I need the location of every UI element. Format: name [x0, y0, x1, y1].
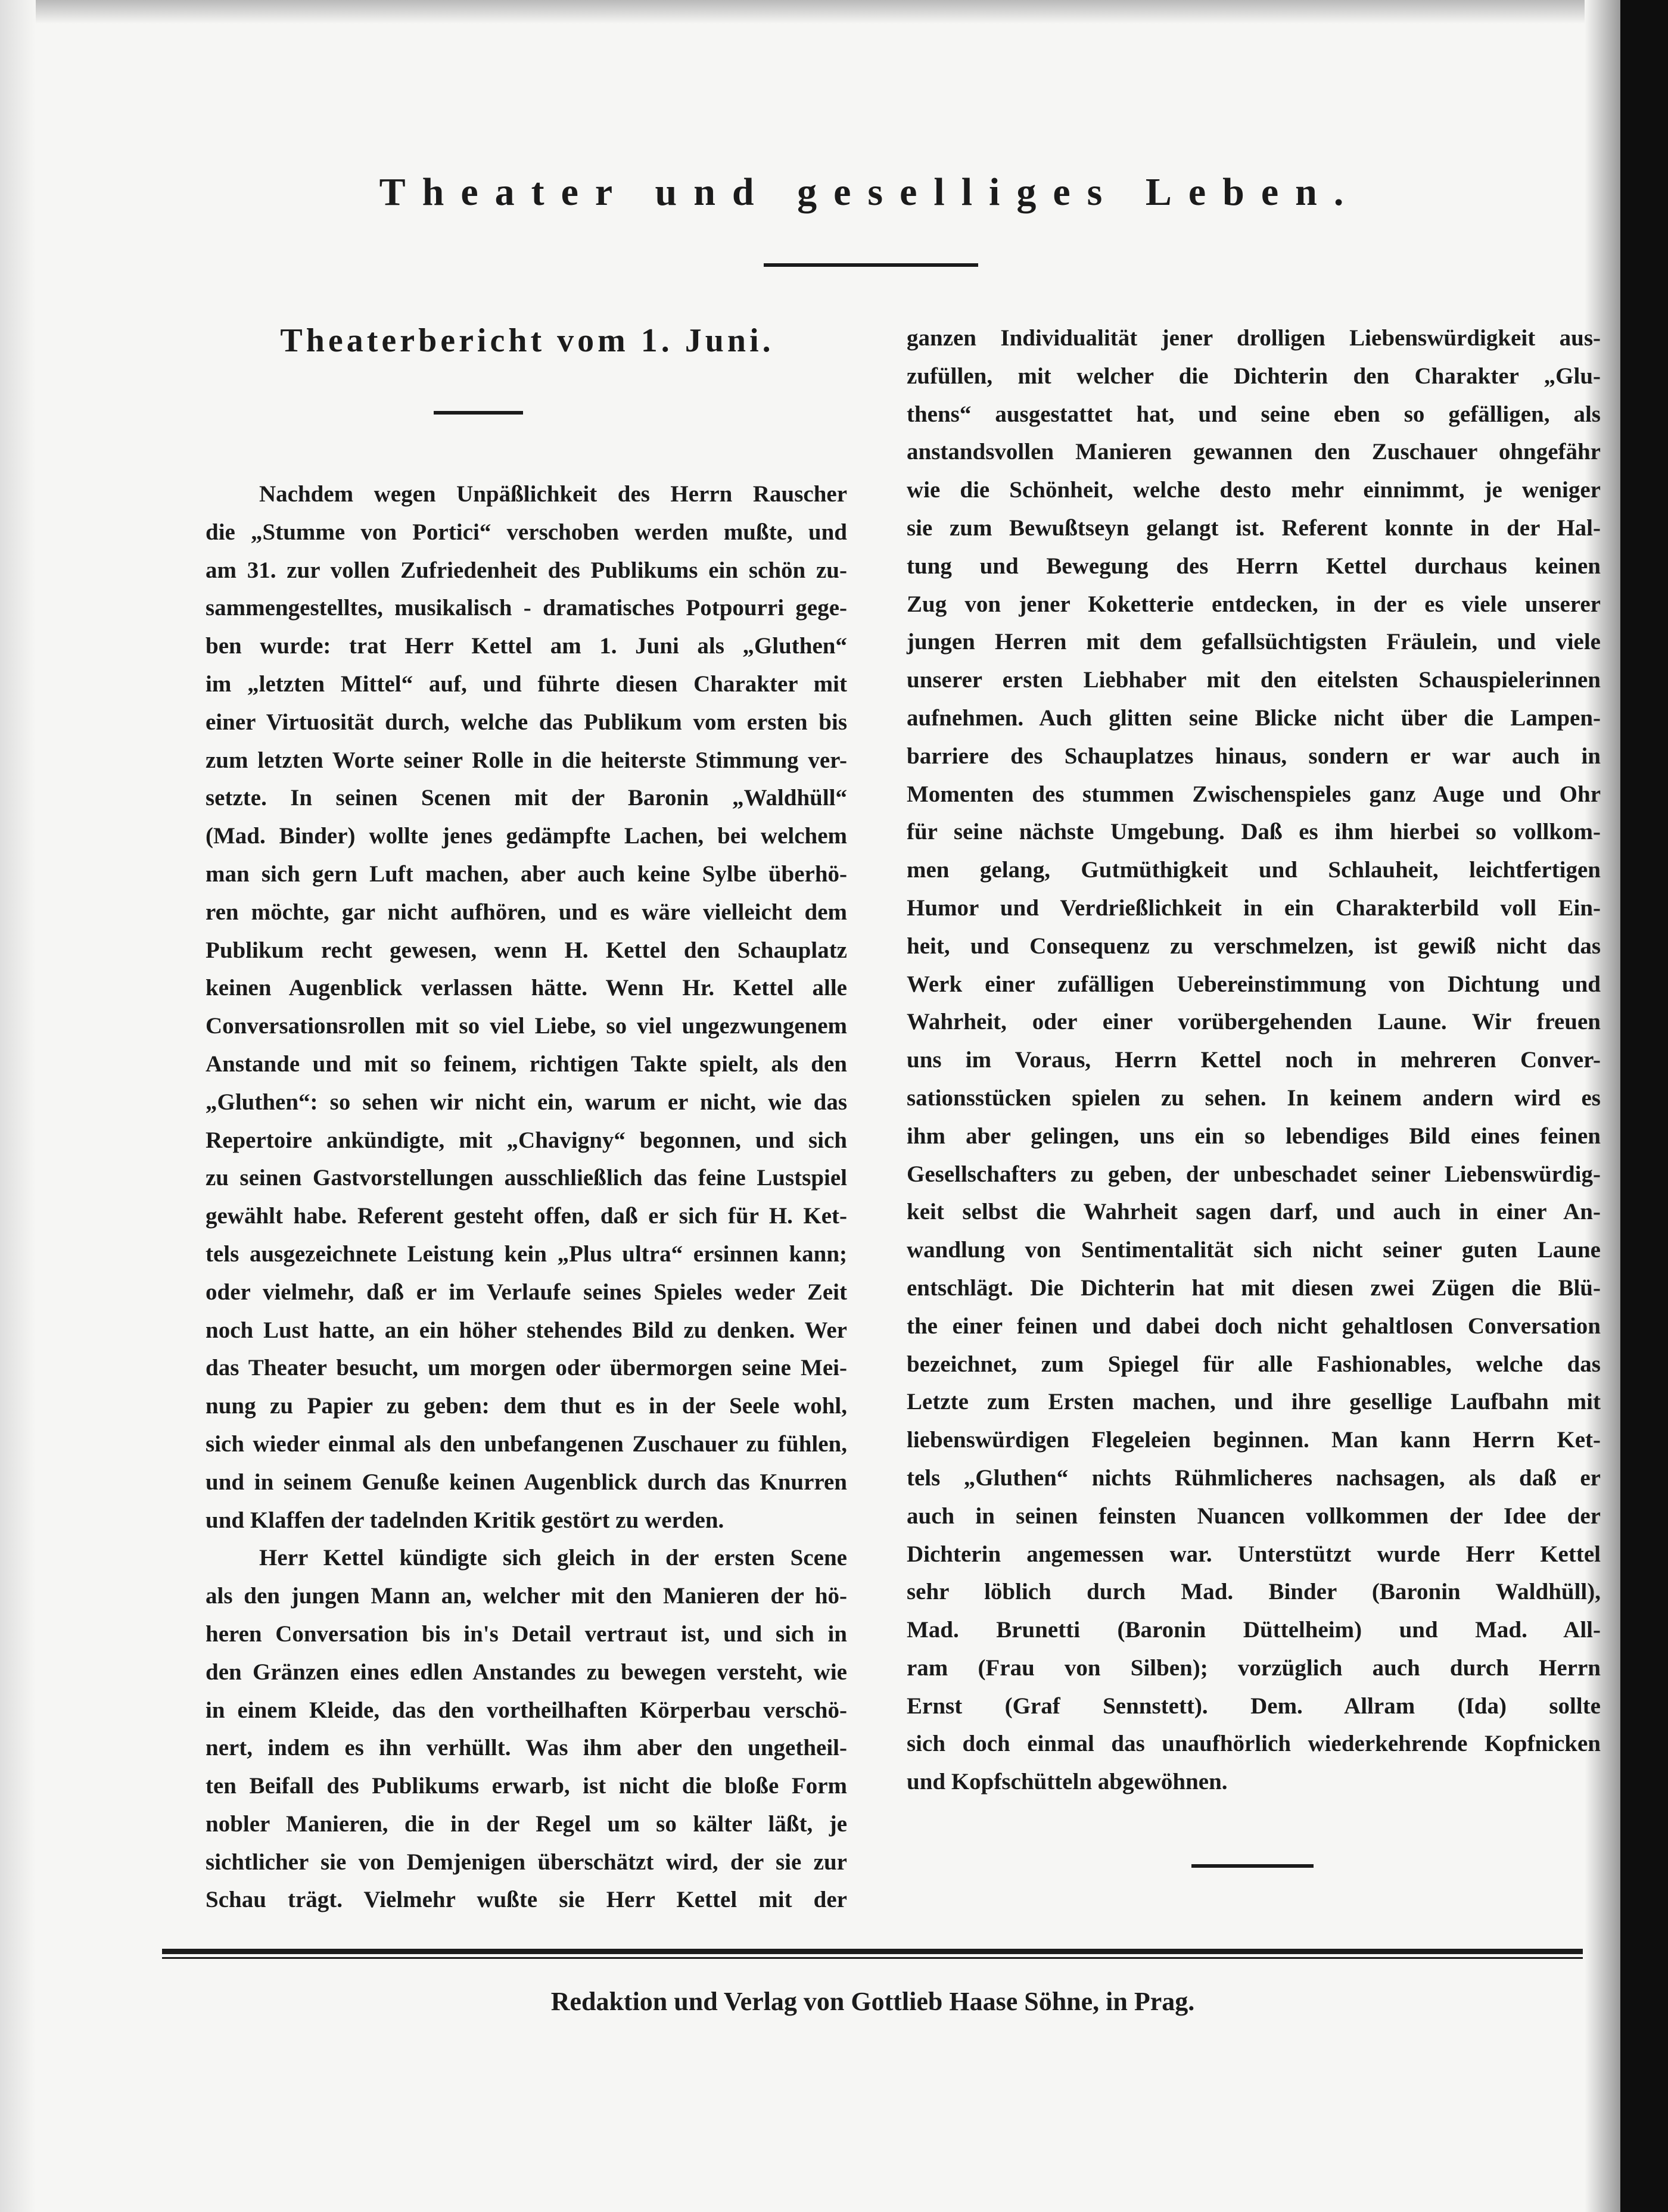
page-top-shadow — [0, 0, 1668, 24]
text-line: bezeichnet, zum Spiegel für alle Fashionables, welche das — [907, 1351, 1601, 1377]
section-title: Theater und geselliges Leben. — [379, 170, 1361, 214]
text-line: gewählt habe. Referent gesteht offen, daß er sich für H. Ket- — [206, 1203, 847, 1229]
text-line: ren möchte, gar nicht aufhören, und es wäre vielleicht dem — [206, 899, 847, 925]
text-line: the einer feinen und dabei doch nicht gehaltlosen Conversation — [907, 1313, 1601, 1339]
text-line: Schau trägt. Vielmehr wußte sie Herr Kettel mit der — [206, 1887, 847, 1913]
text-line: aufnehmen. Auch glitten seine Blicke nicht über die Lampen- — [907, 705, 1601, 731]
text-line: Gesellschafters zu geben, der unbeschadet seiner Liebenswürdig- — [907, 1161, 1601, 1187]
text-line: man sich gern Luft machen, aber auch keine Sylbe überhö- — [206, 861, 847, 887]
text-line: und Kopfschütteln abgewöhnen. — [907, 1769, 1228, 1795]
text-line: Conversationsrollen mit so viel Liebe, so viel ungezwungenem — [206, 1013, 847, 1039]
text-line: zu seinen Gastvorstellungen ausschließlich das feine Lustspiel — [206, 1165, 847, 1191]
text-line: sehr löblich durch Mad. Binder (Baronin Waldhüll), — [907, 1579, 1601, 1605]
text-line: sichtlicher sie von Demjenigen überschätzt wird, der sie zur — [206, 1849, 847, 1875]
text-line: Repertoire ankündigte, mit „Chavigny“ begonnen, und sich — [206, 1127, 847, 1153]
text-line: Wahrheit, oder einer vorübergehenden Laune. Wir freuen — [907, 1009, 1601, 1035]
article-title: Theaterbericht vom 1. Juni. — [280, 322, 774, 359]
text-line: liebenswürdigen Flegeleien beginnen. Man kann Herrn Ket- — [907, 1427, 1601, 1453]
text-line: einer Virtuosität durch, welche das Publikum vom ersten bis — [206, 709, 847, 735]
text-line: das Theater besucht, um morgen oder übermorgen seine Mei- — [206, 1355, 847, 1381]
text-line: Publikum recht gewesen, wenn H. Kettel den Schauplatz — [206, 937, 847, 963]
text-line: wandlung von Sentimentalität sich nicht seiner guten Laune — [907, 1237, 1601, 1263]
article-end-divider — [1191, 1864, 1314, 1868]
text-line: ten Beifall des Publikums erwarb, ist nicht die bloße Form — [206, 1773, 847, 1799]
text-line: die „Stumme von Portici“ verschoben werden mußte, und — [206, 519, 847, 545]
text-line: in einem Kleide, das den vortheilhaften Körperbau verschö- — [206, 1697, 847, 1723]
text-line: Anstande und mit so feinem, richtigen Takte spielt, als den — [206, 1051, 847, 1077]
footer-rule-thick — [162, 1949, 1583, 1954]
text-line: sationsstücken spielen zu sehen. In keinem andern wird es — [907, 1085, 1601, 1111]
text-line: sie zum Bewußtseyn gelangt ist. Referent konnte in der Hal- — [907, 515, 1601, 541]
text-line: den Gränzen eines edlen Anstandes zu bewegen versteht, wie — [206, 1659, 847, 1685]
text-line: anstandsvollen Manieren gewannen den Zuschauer ohngefähr — [907, 439, 1601, 465]
text-line: wie die Schönheit, welche desto mehr einnimmt, je weniger — [907, 477, 1601, 503]
text-line: zum letzten Worte seiner Rolle in die heiterste Stimmung ver- — [206, 747, 847, 773]
text-line: nobler Manieren, die in der Regel um so kälter läßt, je — [206, 1811, 847, 1837]
text-line: Ernst (Graf Sennstett). Dem. Allram (Ida) sollte — [907, 1693, 1601, 1719]
text-line: im „letzten Mittel“ auf, und führte diesen Charakter mit — [206, 671, 847, 697]
text-line: (Mad. Binder) wollte jenes gedämpfte Lachen, bei welchem — [206, 823, 847, 849]
text-line: nung zu Papier zu geben: dem thut es in der Seele wohl, — [206, 1393, 847, 1419]
text-line: tung und Bewegung des Herrn Kettel durchaus keinen — [907, 553, 1601, 579]
text-line: nert, indem es ihn verhüllt. Was ihm aber den ungetheil- — [206, 1735, 847, 1761]
text-line: Werk einer zufälligen Uebereinstimmung von Dichtung und — [907, 971, 1601, 997]
text-line: uns im Voraus, Herrn Kettel noch in mehreren Conver- — [907, 1047, 1601, 1073]
text-line: Momenten des stummen Zwischenspieles ganz Auge und Ohr — [907, 781, 1601, 807]
text-line: sammengestelltes, musikalisch - dramatisches Potpourri gege- — [206, 595, 847, 621]
text-line: tels „Gluthen“ nichts Rühmlicheres nachsagen, als daß er — [907, 1465, 1601, 1491]
text-line: Dichterin angemessen war. Unterstützt wurde Herr Kettel — [907, 1541, 1601, 1567]
text-line: keinen Augenblick verlassen hätte. Wenn Hr. Kettel alle — [206, 975, 847, 1001]
text-line: ganzen Individualität jener drolligen Liebenswürdigkeit aus- — [907, 325, 1601, 351]
text-line: setzte. In seinen Scenen mit der Baronin „Waldhüll“ — [206, 785, 847, 811]
text-line: Zug von jener Koketterie entdecken, in der es viele unserer — [907, 591, 1601, 617]
text-line: barriere des Schauplatzes hinaus, sondern er war auch in — [907, 743, 1601, 769]
text-line: ben wurde: trat Herr Kettel am 1. Juni als „Gluthen“ — [206, 633, 847, 659]
text-line: jungen Herren mit dem gefallsüchtigsten Fräulein, und viele — [907, 629, 1601, 655]
text-line: entschlägt. Die Dichterin hat mit diesen zwei Zügen die Blü- — [907, 1275, 1601, 1301]
text-line: auch in seinen feinsten Nuancen vollkommen der Idee der — [907, 1503, 1601, 1529]
text-line: für seine nächste Umgebung. Daß es ihm hierbei so vollkom- — [907, 819, 1601, 845]
text-line: sich wieder einmal als den unbefangenen Zuschauer zu fühlen, — [206, 1431, 847, 1457]
text-line: als den jungen Mann an, welcher mit den Manieren der hö- — [206, 1583, 847, 1609]
book-binding-edge — [1620, 0, 1668, 2212]
text-line: ihm aber gelingen, uns ein so lebendiges Bild eines feinen — [907, 1123, 1601, 1149]
left-column — [206, 475, 847, 1919]
text-line: Mad. Brunetti (Baronin Düttelheim) und Mad. All- — [907, 1617, 1601, 1643]
right-column — [907, 319, 1601, 1801]
text-line: ram (Frau von Silben); vorzüglich auch durch Herrn — [907, 1655, 1601, 1681]
text-line: sich doch einmal das unaufhörlich wiederkehrende Kopfnicken — [907, 1731, 1601, 1757]
text-line: und in seinem Genuße keinen Augenblick durch das Knurren — [206, 1469, 847, 1495]
text-line: keit selbst die Wahrheit sagen darf, und auch in einer An- — [907, 1199, 1601, 1225]
page-left-shadow — [0, 0, 36, 2212]
footer-rule-thin — [162, 1957, 1583, 1959]
article-title-divider — [434, 411, 523, 415]
text-line: tels ausgezeichnete Leistung kein „Plus ultra“ ersinnen kann; — [206, 1241, 847, 1267]
title-divider — [764, 263, 978, 267]
text-line: thens“ ausgestattet hat, und seine eben so gefälligen, als — [907, 401, 1601, 427]
text-line: oder vielmehr, daß er im Verlaufe seines Spieles weder Zeit — [206, 1279, 847, 1305]
text-line: Humor und Verdrießlichkeit in ein Charakterbild voll Ein- — [907, 895, 1601, 921]
text-line: men gelang, Gutmüthigkeit und Schlauheit, leichtfertigen — [907, 857, 1601, 883]
text-line: am 31. zur vollen Zufriedenheit des Publikums ein schön zu- — [206, 557, 847, 583]
text-line: heit, und Consequenz zu verschmelzen, ist gewiß nicht das — [907, 933, 1601, 959]
text-line: Nachdem wegen Unpäßlichkeit des Herrn Rauscher — [259, 481, 847, 507]
text-line: unserer ersten Liebhaber mit den eitelsten Schauspielerinnen — [907, 667, 1601, 693]
text-line: heren Conversation bis in's Detail vertraut ist, und sich in — [206, 1621, 847, 1647]
text-line: zufüllen, mit welcher die Dichterin den Charakter „Glu- — [907, 363, 1601, 389]
text-line: noch Lust hatte, an ein höher stehendes Bild zu denken. Wer — [206, 1317, 847, 1343]
text-line: „Gluthen“: so sehen wir nicht ein, warum er nicht, wie das — [206, 1089, 847, 1115]
text-line: und Klaffen der tadelnden Kritik gestört zu werden. — [206, 1507, 724, 1533]
imprint: Redaktion und Verlag von Gottlieb Haase Söhne, in Prag. — [550, 1987, 1195, 2016]
text-line: Herr Kettel kündigte sich gleich in der ersten Scene — [259, 1545, 847, 1571]
text-line: Letzte zum Ersten machen, und ihre gesellige Laufbahn mit — [907, 1389, 1601, 1415]
